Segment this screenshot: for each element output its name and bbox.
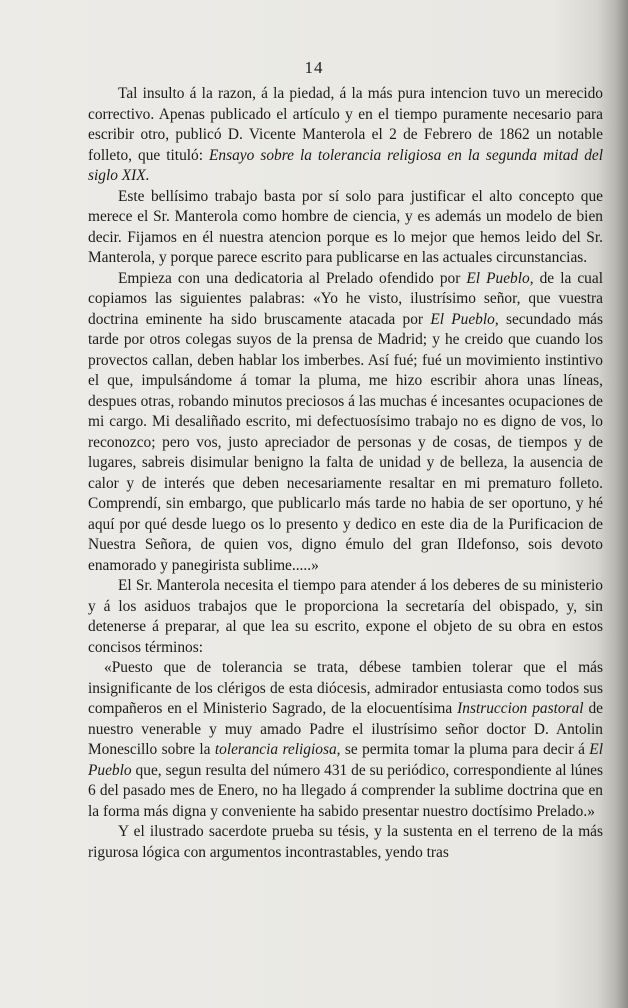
paragraph-text: «Puesto que de tolerancia se trata, débese tambien tolerar que el más insignificante de los clérigos de esta diócesis, admirador entusiasta como todos sus compañeros en el Ministerio Sagrado, de la elocuentísima — [88, 659, 603, 717]
paragraph-text: El Sr. Manterola necesita el tiempo para atender á los deberes de su ministerio y á los asiduos trabajos que le proporciona la secretaría del obispado, y, sin detenerse á preparar, al que lea su escrito, expone el objeto de su obra en estos concisos términos: — [88, 577, 603, 656]
quote-paragraph — [88, 658, 603, 822]
paragraph — [88, 84, 603, 187]
paragraph-text: de nuestro venerable y muy amado Padre el ilustrísimo señor doctor D. Antolin Monescillo sobre la — [88, 700, 603, 758]
paragraph — [88, 269, 603, 577]
italic-text: El Pueblo — [88, 741, 603, 779]
page-number: 14 — [304, 58, 324, 77]
italic-text: tolerancia religiosa — [214, 741, 337, 758]
paragraph-text: Y el ilustrado sacerdote prueba su tésis, y la sustenta en el terreno de la más rigurosa lógica con argumentos incontrastables, yendo tras — [88, 823, 603, 861]
italic-text: El Pueblo — [430, 310, 495, 328]
italic-text: El Pueblo — [466, 269, 530, 287]
paragraph — [88, 576, 603, 658]
paragraph-text: , secundado más tarde por otros colegas suyos de la prensa de Madrid; y he creido que cuando los provectos callan, deben hablar los imberbes. Así fué; fué un movimiento instintivo el que, impulsándome á tomar la pluma, me hizo escribir ahora unas líneas, despues otras, robando minutos preciosos á las muchas é incesantes ocupaciones de mi cargo. Mi desaliñado escrito, mi defectuosísimo trabajo no es digno de vos, lo reconozco; pero vos, justo apreciador de personas y de cosas, de tiempos y de lugares, sabreis disimular benigno la falta de unidad y de belleza, la ausencia de calor y de interés que deben necesariamente resaltar en mi prematuro folleto. Comprendí, sin embargo, que publicarlo más tarde no habia de ser oportuno, y hé aquí por qué desde luego os lo presento y dedico en este dia de la Purificacion de Nuestra Señora, de quien vos, digno émulo del gran Ildefonso, sois devoto enamorado y panegirista sublime.....» — [88, 310, 603, 574]
paragraph — [88, 822, 603, 863]
paragraph-text: , de la cual copiamos las siguientes palabras: «Yo he visto, ilustrísimo señor, que vuestra doctrina eminente ha sido bruscamente atacada por — [88, 269, 603, 328]
body-text — [88, 84, 603, 863]
paragraph-text: , se permita tomar la pluma para decir á — [336, 741, 590, 758]
paragraph-text: Empieza con una dedicatoria al Prelado ofendido por — [118, 269, 467, 287]
paragraph — [88, 187, 603, 269]
paragraph-text: que, segun resulta del número 431 de su periódico, correspondiente al lúnes 6 del pasado mes de Enero, no ha llegado á comprender la sublime doctrina que en la forma más digna y conveniente ha sabido presentar nuestro doctísimo Prelado.» — [88, 761, 603, 820]
italic-text: Instruccion pastoral — [457, 700, 584, 717]
paragraph-text: Tal insulto á la razon, á la piedad, á la más pura intencion tuvo un merecido correctivo. Apenas publicado el artículo y en el tiempo puramente necesario para escribir otro, publicó D. Vicente Manterola el 2 de Febrero de 1862 un notable folleto, que tituló: — [88, 85, 603, 164]
paragraph-text: Este bellísimo trabajo basta por sí solo para justificar el alto concepto que merece el Sr. Manterola como hombre de ciencia, y es además un modelo de bien decir. Fijamos en él nuestra atencion porque es lo mejor que hemos leido del Sr. Manterola, y porque parece escrito para publicarse en las actuales circunstancias. — [88, 187, 603, 266]
italic-text: Ensayo sobre la tolerancia religiosa en la segunda mitad del siglo XIX. — [88, 146, 603, 184]
